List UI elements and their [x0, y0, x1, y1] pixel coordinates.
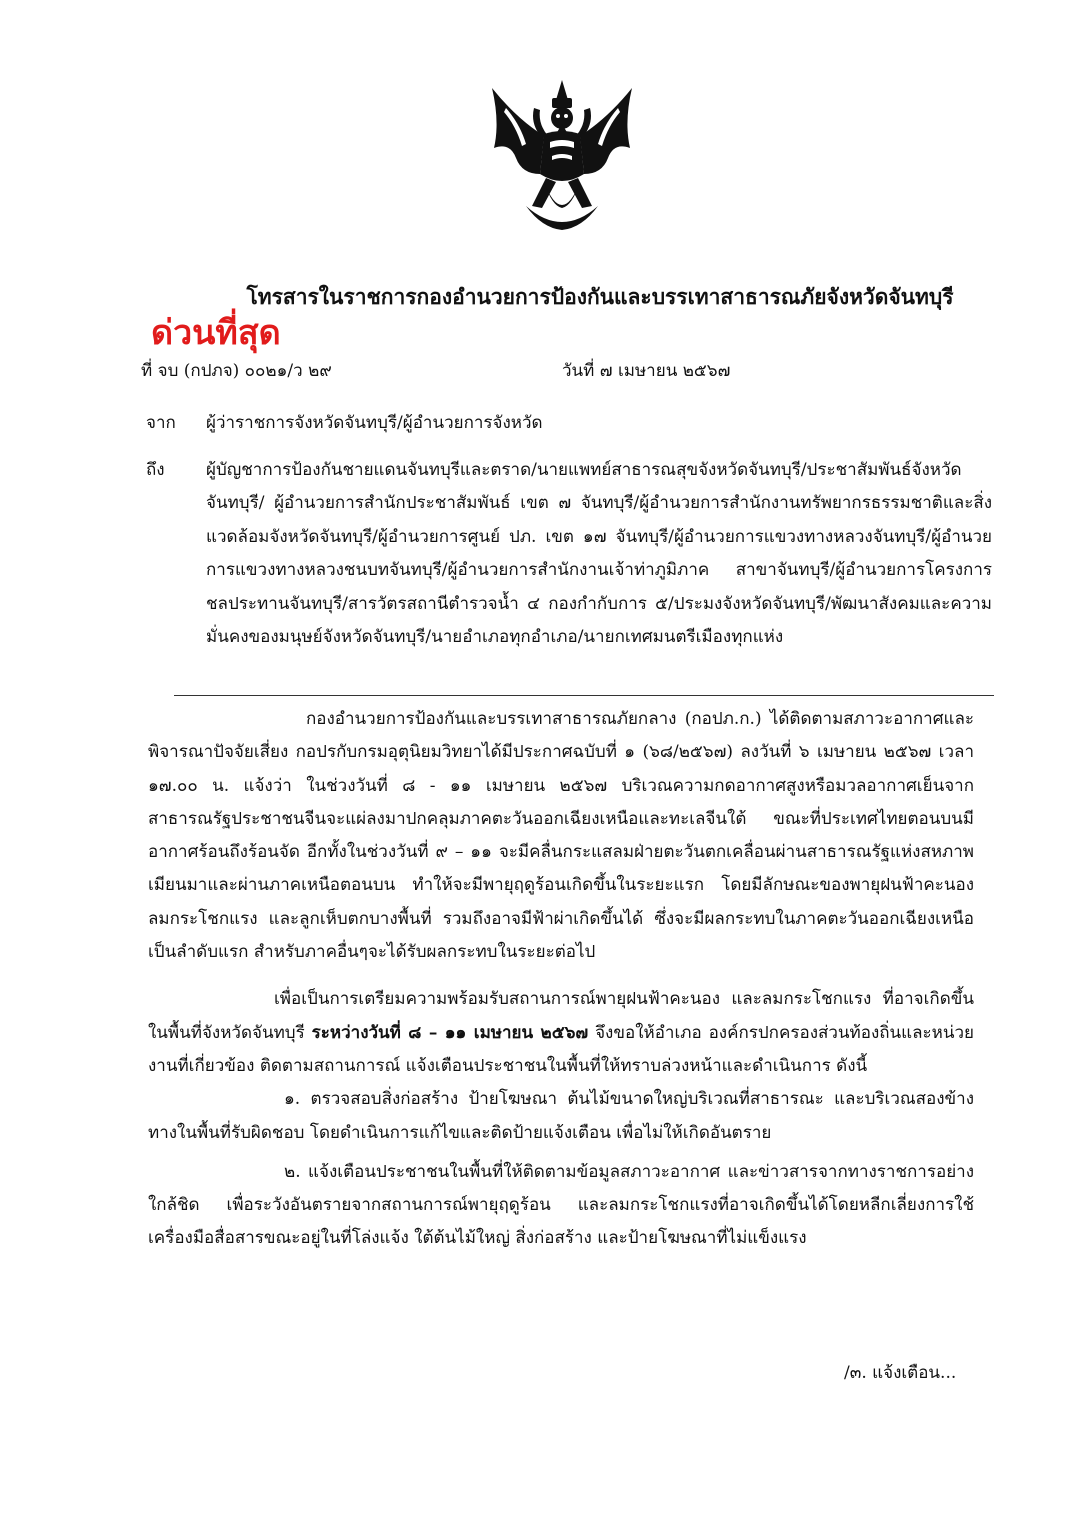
- paragraph-2-text-a: เพื่อเป็นการเตรียมความพร้อมรับสถานการณ์พายุฝนฟ้าคะนอง และลมกระโชกแรง ที่อาจเกิดขึ้นในพื้นที่จังหวัดจันทบุรี: [148, 989, 974, 1043]
- paragraph-1: กองอำนวยการป้องกันและบรรเทาสาธารณภัยกลาง (กอปภ.ก.) ได้ติดตามสภาวะอากาศและพิจารณาปัจจัยเสี่ยง กอปรกับกรมอุตุนิยมวิทยาได้มีประกาศฉบับที่ ๑ (๖๘/๒๕๖๗) ลงวันที่ ๖ เมษายน ๒๕๖๗ เวลา ๑๗.๐๐ น. แจ้งว่า ในช่วงวันที่ ๘ - ๑๑ เมษายน ๒๕๖๗ บริเวณความกดอากาศสูงหรือมวลอากาศเย็นจากสาธารณรัฐประชาชนจีนจะแผ่ลงมาปกคลุมภาคตะวันออกเฉียงเหนือและทะเลจีนใต้ ขณะที่ประเทศไทยตอนบนมีอากาศร้อนถึงร้อนจัด อีกทั้งในช่วงวันที่ ๙ – ๑๑ จะมีคลื่นกระแสลมฝ่ายตะวันตกเคลื่อนผ่านสาธารณรัฐแห่งสหภาพเมียนมาและผ่านภาคเหนือตอนบน ทำให้จะมีพายุฤดูร้อนเกิดขึ้นในระยะแรก โดยมีลักษณะของพายุฝนฟ้าคะนอง ลมกระโชกแรง และลูกเห็บตกบางพื้นที่ รวมถึงอาจมีฟ้าผ่าเกิดขึ้นได้ ซึ่งจะมีผลกระทบในภาคตะวันออกเฉียงเหนือเป็นลำดับแรก สำหรับภาคอื่นๆจะได้รับผลกระทบในระยะต่อไป: [148, 709, 974, 963]
- to-label: ถึง: [146, 460, 165, 480]
- from-value: ผู้ว่าราชการจังหวัดจันทบุรี/ผู้อำนวยการจังหวัด: [206, 413, 543, 433]
- to-value: ผู้บัญชาการป้องกันชายแดนจันทบุรีและตราด/นายแพทย์สาธารณสุขจังหวัดจันทบุรี/ประชาสัมพันธ์จังหวัดจันทบุรี/ ผู้อำนวยการสำนักประชาสัมพันธ์ เขต ๗ จันทบุรี/ผู้อำนวยการสำนักงานทรัพยากรธรรมชาติและสิ่งแวดล้อมจังหวัดจันทบุรี/ผู้อำนวยการศูนย์ ปภ. เขต ๑๗ จันทบุรี/ผู้อำนวยการแขวงทางหลวงจันทบุรี/ผู้อำนวยการแขวงทางหลวงชนบทจันทบุรี/ผู้อำนวยการสำนักงานเจ้าท่าภูมิภาค สาขาจันทบุรี/ผู้อำนวยการโครงการชลประทานจันทบุรี/สารวัตรสถานีตำรวจน้ำ ๔ กองกำกับการ ๕/ประมงจังหวัดจันทบุรี/พัฒนาสังคมและความมั่นคงของมนุษย์จังหวัดจันทบุรี/นายอำเภอทุกอำเภอ/นายกเทศมนตรีเมืองทุกแห่ง: [206, 460, 992, 648]
- document-title: โทรสารในราชการกองอำนวยการป้องกันและบรรเทาสาธารณภัยจังหวัดจันทบุรี: [246, 284, 954, 309]
- paragraph-2-text-b: จึงขอให้อำเภอ องค์กรปกครองส่วนท้องถิ่นและหน่วยงานที่เกี่ยวข้อง ติดตามสถานการณ์ แจ้งเตือนประชาชนในพื้นที่ให้ทราบล่วงหน้าและดำเนินการ ดังนี้: [148, 1022, 975, 1076]
- urgency-stamp: ด่วนที่สุด: [151, 313, 281, 353]
- document-number: ที่ จบ (กปภจ) ๐๐๒๑/ว ๒๙: [141, 361, 332, 381]
- list-item-2: ๒. แจ้งเตือนประชาชนในพื้นที่ให้ติดตามข้อมูลสภาวะอากาศ และข่าวสารจากทางราชการอย่างใกล้ชิด เพื่อระวังอันตรายจากสถานการณ์พายุฤดูร้อน และลมกระโชกแรงที่อาจเกิดขึ้นได้โดยหลีกเลี่ยงการใช้เครื่องมือสื่อสารขณะอยู่ในที่โล่งแจ้ง ใต้ต้นไม้ใหญ่ สิ่งก่อสร้าง และป้ายโฆษณาที่ไม่แข็งแรง: [148, 1161, 974, 1249]
- list-item-1: ๑. ตรวจสอบสิ่งก่อสร้าง ป้ายโฆษณา ต้นไม้ขนาดใหญ่บริเวณที่สาธารณะ และบริเวณสองข้างทางในพื้นที่รับผิดชอบ โดยดำเนินการแก้ไขและติดป้ายแจ้งเตือน เพื่อไม่ให้เกิดอันตราย: [148, 1089, 974, 1143]
- document-body: [148, 703, 974, 1256]
- paragraph-2: [148, 983, 974, 1083]
- garuda-emblem-icon: [486, 78, 638, 238]
- divider-line: [174, 695, 994, 696]
- document-date: วันที่ ๗ เมษายน ๒๕๖๗: [562, 361, 731, 381]
- from-label: จาก: [146, 413, 176, 433]
- continued-marker: /๓. แจ้งเตือน...: [844, 1363, 957, 1383]
- paragraph-2-bold-dates: ระหว่างวันที่ ๘ – ๑๑ เมษายน ๒๕๖๗: [311, 1022, 589, 1043]
